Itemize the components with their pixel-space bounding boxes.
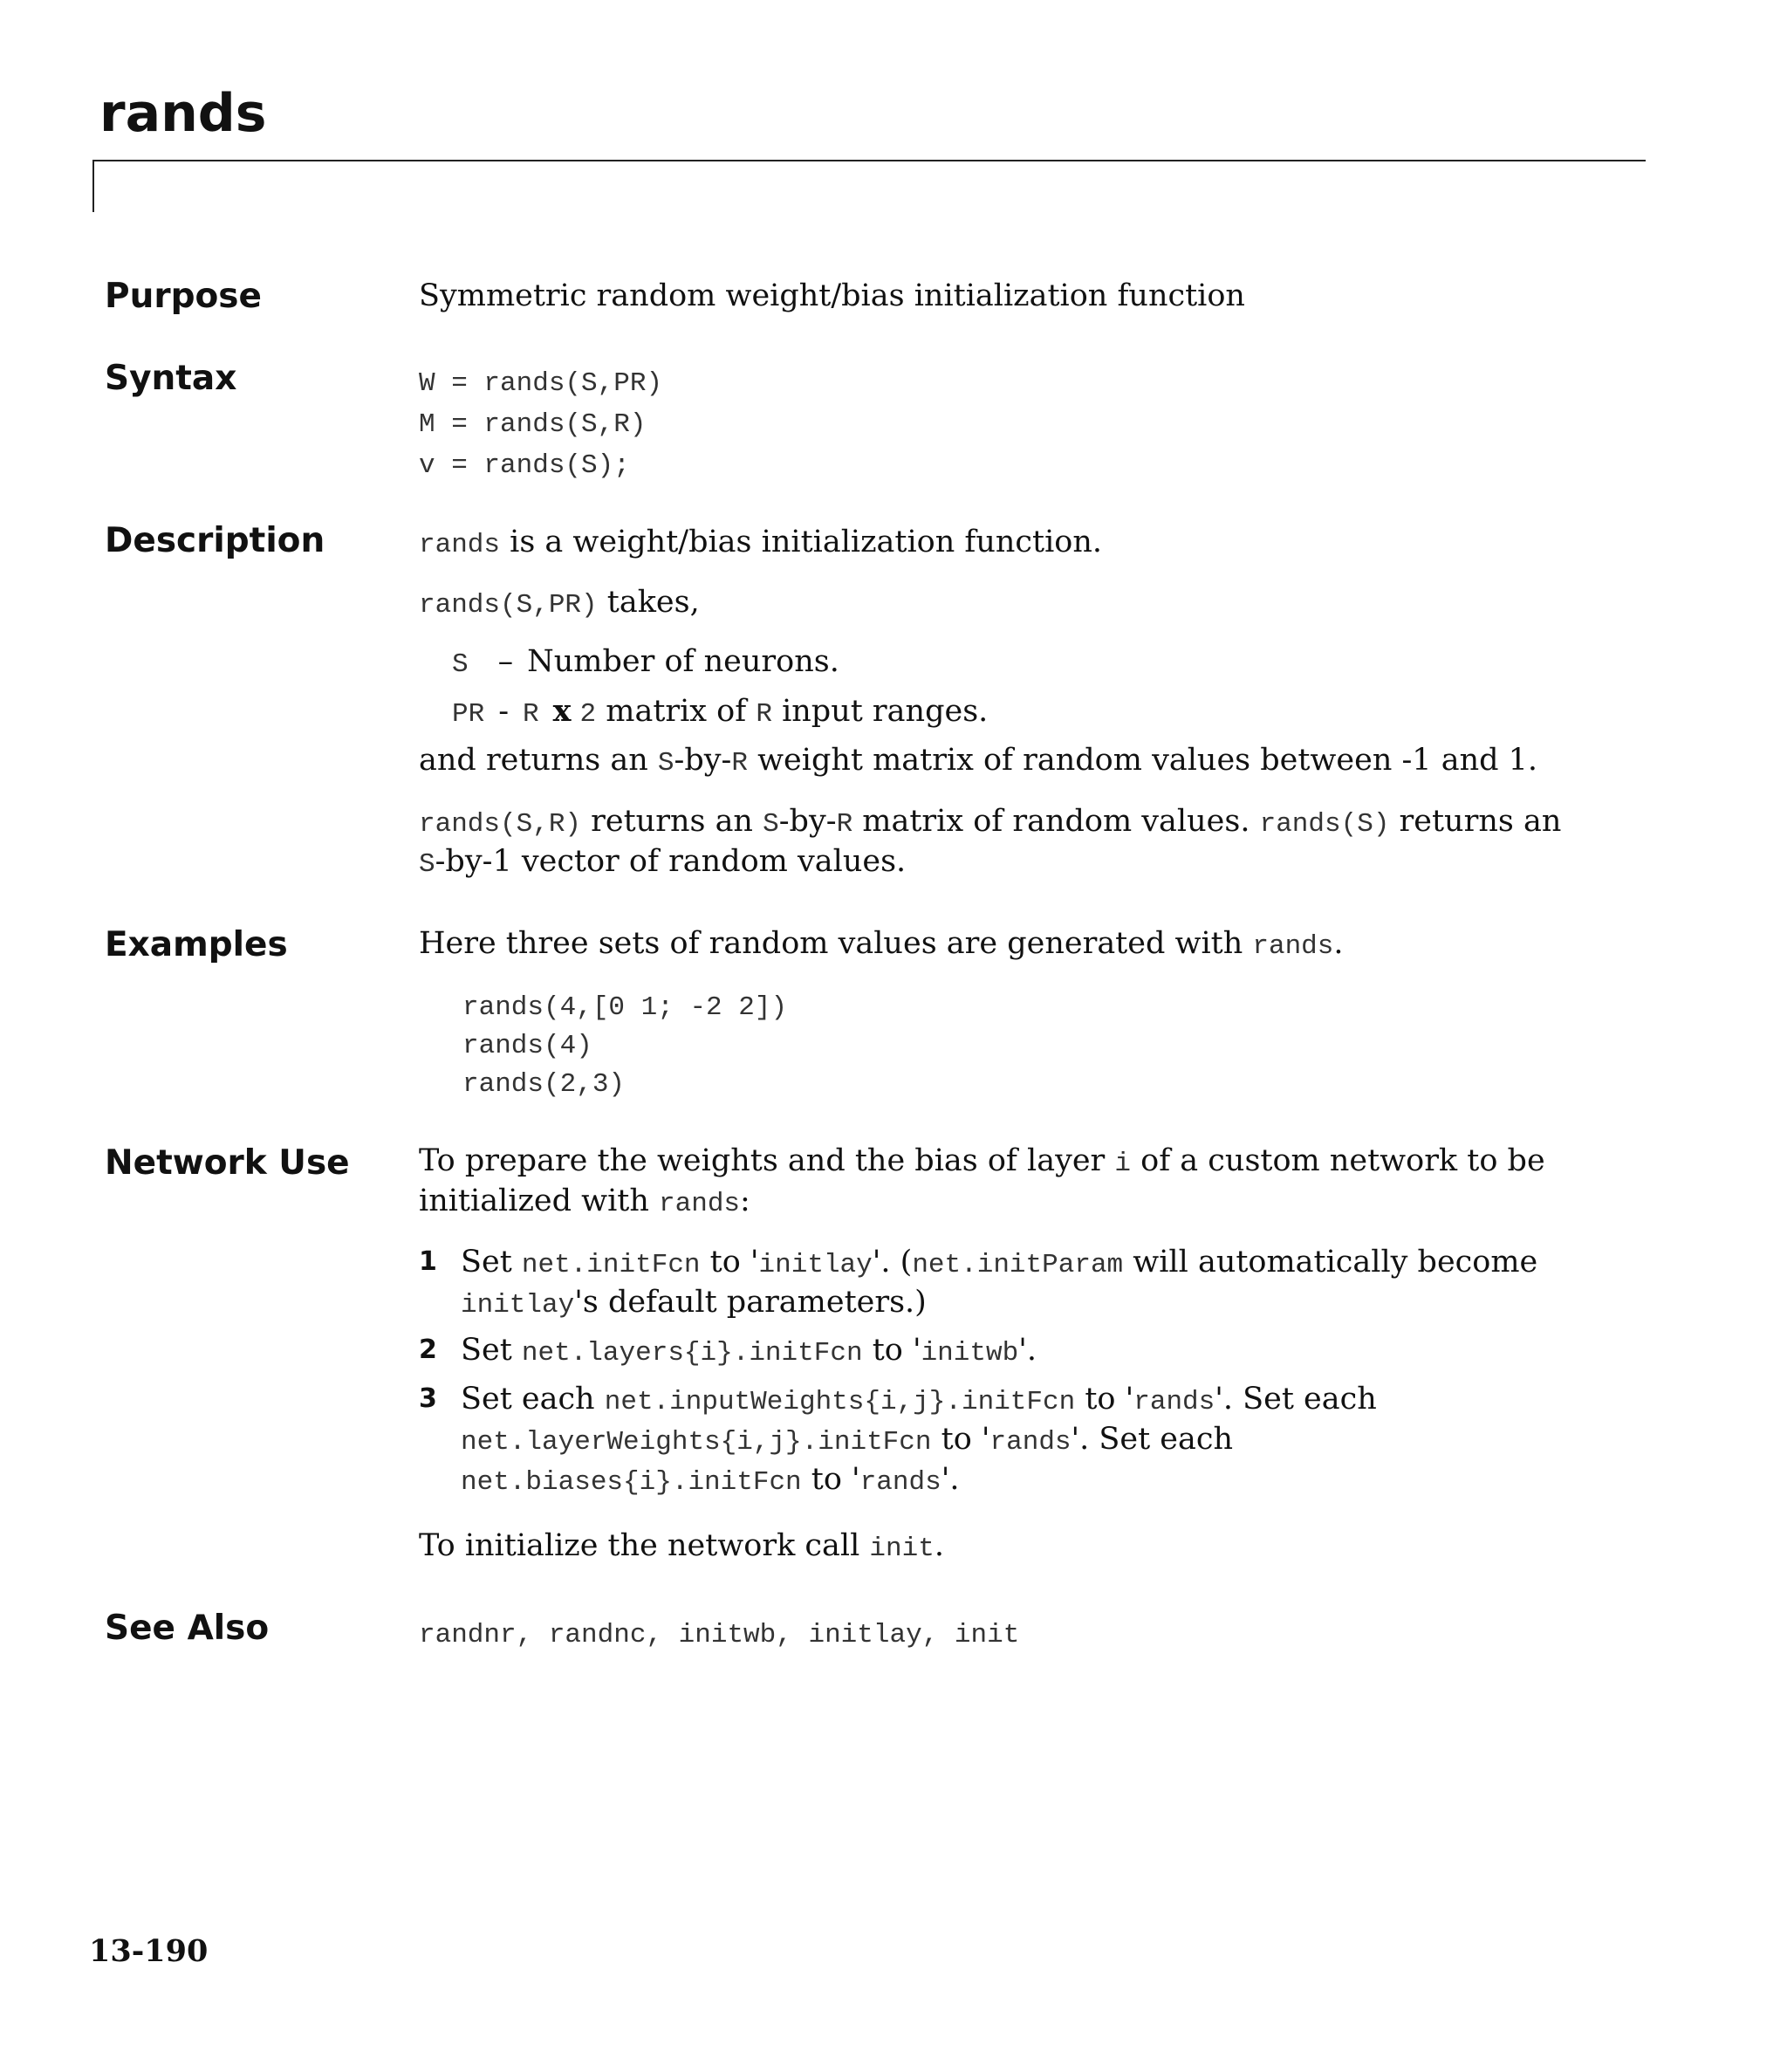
step-1-line-1	[461, 1242, 1537, 1286]
code-span: 2	[579, 699, 597, 730]
step-number: 3	[419, 1383, 437, 1414]
syntax-heading: Syntax	[105, 359, 237, 398]
text-span: '. Set each	[1215, 1382, 1377, 1417]
network-use-heading: Network Use	[105, 1143, 350, 1183]
description-heading: Description	[105, 521, 325, 560]
arg-dash: –	[497, 644, 514, 679]
syntax-line: v = rands(S);	[419, 450, 630, 481]
text-span: Set	[461, 1333, 522, 1368]
page-title: rands	[99, 83, 267, 144]
text-span: :	[740, 1184, 750, 1218]
code-span: net.biases{i}.initFcn	[461, 1467, 802, 1498]
network-use-intro-line-2	[419, 1181, 750, 1225]
text-span: x	[552, 693, 572, 729]
text-span: matrix of random values.	[852, 804, 1260, 839]
text-span: -by-1 vector of random values.	[435, 844, 907, 879]
code-span: initwb	[921, 1338, 1019, 1369]
code-span: rands(S)	[1259, 809, 1390, 840]
text-span: returns an	[581, 804, 763, 839]
code-span: net.layers{i}.initFcn	[521, 1338, 863, 1369]
code-span: init	[869, 1533, 935, 1564]
code-span: rands	[419, 530, 501, 560]
code-span: net.initFcn	[521, 1250, 701, 1280]
example-code-line: rands(2,3)	[462, 1069, 626, 1100]
step-2-line-1	[461, 1330, 1037, 1374]
text-span: Set	[461, 1245, 522, 1280]
text-span: to '	[801, 1462, 860, 1497]
text-span: '.	[1018, 1333, 1037, 1368]
example-code-line: rands(4)	[462, 1031, 592, 1061]
step-3-line-3	[461, 1459, 959, 1503]
text-span: .	[1333, 926, 1344, 961]
syntax-line: M = rands(S,R)	[419, 409, 647, 440]
text-span: of a custom network to be	[1131, 1143, 1545, 1178]
code-span: R	[731, 748, 748, 779]
text-span: 's default parameters.)	[574, 1285, 927, 1320]
text-span: weight matrix of random values between -1 and 1.	[747, 743, 1538, 778]
see-also-heading: See Also	[105, 1609, 270, 1648]
step-3-line-2	[461, 1419, 1233, 1463]
text-span: to '	[862, 1333, 921, 1368]
network-use-closing	[419, 1526, 944, 1569]
title-rule-tick	[92, 160, 94, 212]
text-span: initialized with	[419, 1184, 660, 1218]
purpose-text: Symmetric random weight/bias initialization function	[419, 278, 1245, 313]
text-span: -by-	[778, 804, 837, 839]
text-span: .	[934, 1528, 944, 1563]
text-span: and returns an	[419, 743, 658, 778]
description-line-2	[419, 582, 700, 626]
code-span: net.initParam	[912, 1250, 1124, 1280]
example-code-line: rands(4,[0 1; -2 2])	[462, 992, 788, 1023]
step-number: 2	[419, 1334, 437, 1365]
examples-intro	[419, 923, 1344, 967]
text-span: to '	[700, 1245, 759, 1280]
description-para-2-line-2	[419, 841, 906, 885]
page-number: 13-190	[89, 1933, 209, 1969]
syntax-line: W = rands(S,PR)	[419, 368, 663, 399]
text-span: To prepare the weights and the bias of layer	[419, 1143, 1115, 1178]
code-span: R	[523, 699, 539, 730]
code-span: S	[763, 809, 779, 840]
code-span: S	[657, 748, 674, 779]
text-span: to '	[931, 1422, 990, 1457]
description-para-2-line-1	[419, 801, 1561, 845]
code-span: i	[1114, 1149, 1132, 1179]
code-span: rands(S,R)	[419, 809, 582, 840]
text-span: input ranges.	[771, 694, 989, 729]
code-span: rands	[1252, 931, 1334, 962]
code-span: rands(S,PR)	[419, 590, 598, 621]
text-span: takes,	[597, 585, 700, 620]
text-span: to '	[1075, 1382, 1134, 1417]
arg-dash: -	[498, 694, 510, 729]
code-span: rands	[989, 1427, 1072, 1458]
arg-desc: Number of neurons.	[527, 644, 839, 679]
text-span: Set each	[461, 1382, 605, 1417]
step-3-line-1	[461, 1379, 1377, 1423]
text-span: '. Set each	[1071, 1422, 1234, 1457]
code-span: initlay	[758, 1250, 873, 1280]
code-span: S	[419, 849, 435, 880]
arg-name: PR	[452, 699, 485, 730]
purpose-heading: Purpose	[105, 277, 262, 316]
title-rule	[92, 160, 1646, 161]
text-span: will automatically become	[1123, 1245, 1538, 1280]
text-span: '.	[941, 1462, 960, 1497]
code-span: rands	[1133, 1387, 1215, 1417]
argument-s	[452, 641, 839, 685]
argument-pr	[452, 691, 988, 735]
step-number: 1	[419, 1246, 437, 1277]
code-span: net.layerWeights{i,j}.initFcn	[461, 1427, 932, 1458]
text-span: Here three sets of random values are generated with	[419, 926, 1253, 961]
network-use-intro-line-1	[419, 1141, 1545, 1184]
text-span: To initialize the network call	[419, 1528, 870, 1563]
description-returns	[419, 740, 1537, 784]
code-span: initlay	[461, 1290, 575, 1321]
code-span: rands	[859, 1467, 941, 1498]
code-span: R	[756, 699, 772, 730]
text-span: is a weight/bias initialization function.	[500, 525, 1103, 559]
examples-heading: Examples	[105, 925, 288, 964]
code-span: rands	[659, 1189, 741, 1219]
text-span: returns an	[1389, 804, 1562, 839]
step-1-line-2	[461, 1282, 927, 1326]
code-span: net.inputWeights{i,j}.initFcn	[604, 1387, 1076, 1417]
code-span: R	[836, 809, 853, 840]
text-span: -by-	[674, 743, 732, 778]
text-span: '. (	[872, 1245, 913, 1280]
text-span: matrix of	[596, 694, 757, 729]
see-also-list: randnr, randnc, initwb, initlay, init	[419, 1620, 1020, 1650]
arg-name: S	[452, 649, 469, 680]
description-line-1	[419, 522, 1102, 566]
